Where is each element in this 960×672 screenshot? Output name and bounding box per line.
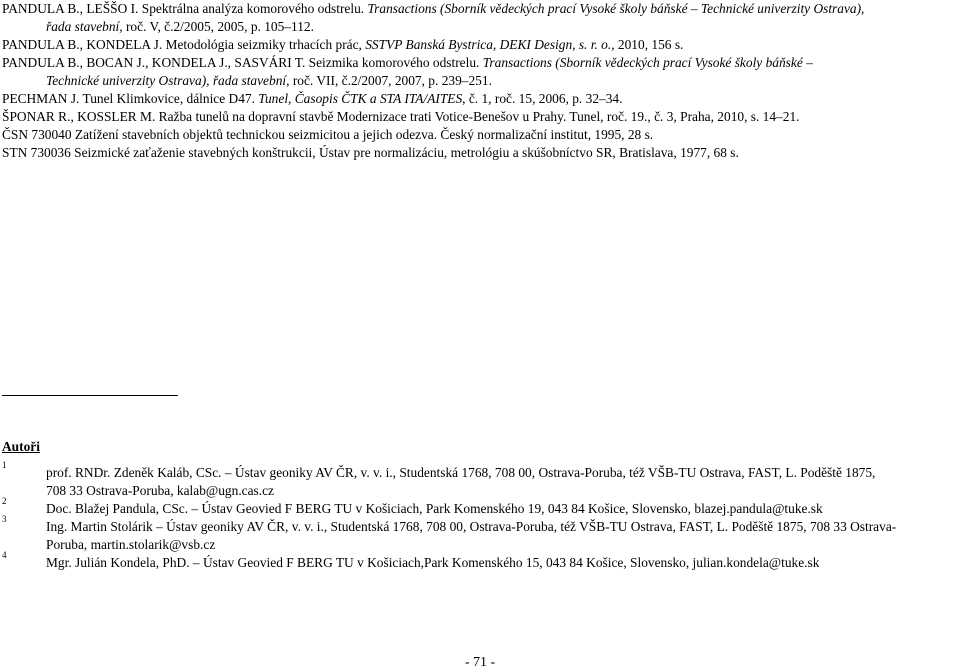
author-footnotes — [2, 460, 958, 572]
reference-text: roč. VII, č.2/2007, 2007, p. 239–251. — [289, 73, 492, 88]
footnote-mark: 1 — [2, 460, 7, 470]
footnote-mark: 3 — [2, 514, 7, 524]
footnote-text: prof. RNDr. Zdeněk Kaláb, CSc. – Ústav geoniky AV ČR, v. v. i., Studentská 1768, 708 00, Ostrava-Poruba, též VŠB-TU Ostrava, FAST, L. Poděště 1875, — [46, 465, 876, 480]
reference-italic: Transactions (Sborník vědeckých prací Vysoké školy báňské – — [482, 55, 813, 70]
footnote-separator — [2, 395, 178, 396]
footnote-item — [2, 550, 958, 572]
footnote-text: Mgr. Julián Kondela, PhD. – Ústav Geovied F BERG TU v Košiciach,Park Komenského 15, 043 84 Košice, Slovensko, julian.kondela@tuke.sk — [46, 555, 820, 570]
reference-continuation — [2, 18, 958, 36]
reference-italic: SSTVP Banská Bystrica, DEKI Design, s. r. o. — [365, 37, 612, 52]
reference-item — [2, 0, 958, 36]
reference-text: PECHMAN J. Tunel Klimkovice, dálnice D47. — [2, 91, 259, 106]
footnote-text: Doc. Blažej Pandula, CSc. – Ústav Geovied F BERG TU v Košiciach, Park Komenského 19, 043 84 Košice, Slovensko, blazej.pandula@tuke.sk — [46, 501, 823, 516]
reference-item — [2, 36, 958, 54]
reference-text: , č. 1, roč. 15, 2006, p. 32–34. — [462, 91, 623, 106]
reference-text: ČSN 730040 Zatížení stavebních objektů technickou seizmicitou a jejich odezva. Český normalizační institut, 1995, 28 s. — [2, 127, 654, 142]
footnote-text: Ing. Martin Stolárik – Ústav geoniky AV ČR, v. v. i., Studentská 1768, 708 00, Ostrava-Poruba, též VŠB-TU Ostrava, FAST, L. Poděště 1875, 708 33 Ostrava- — [46, 519, 897, 534]
footnote-item — [2, 496, 958, 518]
page-number: - 71 - — [464, 655, 496, 670]
reference-continuation — [2, 72, 958, 90]
footnote-mark: 2 — [2, 496, 7, 506]
footnote-item — [2, 514, 958, 554]
reference-italic: Tunel, Časopis ČTK a STA ITA/AITES — [258, 91, 463, 106]
reference-italic: Transactions (Sborník vědeckých prací Vysoké školy báňské – Technické univerzity Ostrava), — [367, 1, 865, 16]
reference-text: , 2010, 156 s. — [611, 37, 684, 52]
reference-text: ŠPONAR R., KOSSLER M. Ražba tunelů na dopravní stavbě Modernizace trati Votice-Benešov u Prahy. Tunel, roč. 19., č. 3, Praha, 2010, s. 14–21. — [2, 109, 800, 124]
reference-italic: Technické univerzity Ostrava), řada stavební, — [46, 73, 290, 88]
reference-item — [2, 90, 958, 108]
reference-text: PANDULA B., KONDELA J. Metodológia seizmiky trhacích prác, — [2, 37, 366, 52]
footnote-text: Poruba, martin.stolarik@vsb.cz — [46, 537, 216, 552]
authors-heading: Autoři — [2, 439, 40, 454]
reference-list — [2, 0, 958, 162]
reference-text: roč. V, č.2/2005, 2005, p. 105–112. — [122, 19, 314, 34]
footnote-mark: 4 — [2, 550, 7, 560]
reference-italic: řada stavební, — [46, 19, 123, 34]
reference-text: PANDULA B., BOCAN J., KONDELA J., SASVÁRI T. Seizmika komorového odstrelu. — [2, 55, 483, 70]
footnote-item — [2, 460, 958, 500]
reference-item — [2, 108, 958, 126]
reference-text: STN 730036 Seizmické zaťaženie stavebných konštrukcii, Ústav pre normalizáciu, metrológiu a skúšobníctvo SR, Bratislava, 1977, 68 s. — [2, 145, 739, 160]
reference-text: PANDULA B., LEŠŠO I. Spektrálna analýza komorového odstrelu. — [2, 1, 368, 16]
reference-item — [2, 54, 958, 90]
reference-item — [2, 126, 958, 144]
footnote-text: 708 33 Ostrava-Poruba, kalab@ugn.cas.cz — [46, 483, 275, 498]
reference-item — [2, 144, 958, 162]
